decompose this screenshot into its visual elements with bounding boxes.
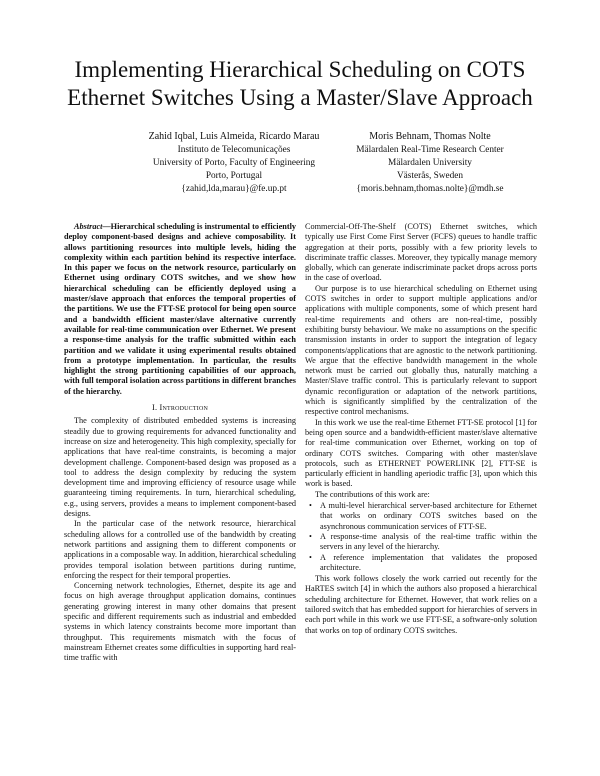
bullet: • xyxy=(309,552,312,562)
author-email: {zahid,lda,marau}@fe.up.pt xyxy=(181,184,287,194)
title-line-1: Implementing Hierarchical Scheduling on COTS xyxy=(74,57,526,82)
list-item-text: A multi-level hierarchical server-based architecture for Ethernet that works on ordinary COTS switches based on the asynchronous communication services of FTT-SE. xyxy=(320,501,537,531)
author-block-malardalen xyxy=(328,130,532,196)
section-heading-introduction xyxy=(64,403,296,413)
left-column xyxy=(64,222,296,663)
list-item-text: A response-time analysis of the real-time traffic within the servers in any level of the hierarchy. xyxy=(320,531,537,552)
bullet: • xyxy=(309,501,312,511)
section-title: Introduction xyxy=(159,403,209,413)
paragraph: In the particular case of the network resource, hierarchical scheduling allows for a controlled use of the bandwidth by creating network partitions and assigning them to different components or applications in a composable way. In addition, hierarchical scheduling provides temporal isolation between partitions during runtime, enforcing the respect for their temporal properties. xyxy=(64,519,296,580)
paragraph: The complexity of distributed embedded systems is increasing steadily due to growing requirements for advanced functionality and increase on size and heterogeneity. This high complexity, specially for applications that have real-time constraints, is becoming a major development challenge. Component-based design was proposed as a tool to address the design complexity by reducing the system development time and improving efficiency of resource usage while guaranteeing timing requirements. In turn, hierarchical scheduling, e.g., using servers, provides a means to implement component-based designs. xyxy=(64,416,296,519)
paragraph: In this work we use the real-time Ethernet FTT-SE protocol [1] for being open source and a bandwidth-efficient master/slave alternative for real-time communication over Ethernet, working on top of ordinary COTS switches. Comparing with other master/slave protocols, such as ETHERNET POWERLINK [2], FTT-SE is particularly efficient in handling aperiodic traffic [3], upon which this work is based. xyxy=(305,417,537,489)
paragraph: The contributions of this work are: xyxy=(315,489,430,499)
author-affiliation: Mälardalen University xyxy=(388,158,472,168)
author-affiliation: Instituto de Telecomunicações xyxy=(177,145,291,155)
contributions-list xyxy=(305,501,537,573)
paragraph: Our purpose is to use hierarchical scheduling on Ethernet using COTS switches in order to support multiple applications and/or applications with multiple components, some of which present hard real-time requirements and others are non-real-time, possibly exhibiting bursty behaviour. We make no assumptions on the specific transmission instants in order to support the integration of legacy components/applications that are agnostic to the network partitioning. We argue that the effective bandwidth management in the whole network must be carried out globally thus, naturally matching a Master/Slave traffic control. This is particularly relevant to support dynamic reconfiguration or adaptation of the network partitions, which is significantly simplified by the centralization of the respective control mechanisms. xyxy=(305,283,537,417)
abstract xyxy=(64,222,296,397)
bullet: • xyxy=(309,531,312,541)
abstract-text: —Hierarchical scheduling is instrumental to efficiently deploy component-based designs and achieve composability. It allows partitioning resources into multiple levels, hiding the complexity within each partition behind its respective interface. In this paper we focus on the network resource, particularly on Ethernet using ordinary COTS switches, and we show how hierarchical scheduling can be efficiently deployed using a master/slave approach that enforces the temporal properties of the partitions. We use the FTT-SE protocol for being open source and a bandwidth efficient master/slave alternative currently available for real-time communication over Ethernet. We present a response-time analysis for the traffic submitted within each partition and we validate it using experimental results obtained from a prototype implementation. In particular, the results highlight the strong partitioning capabilities of our approach, with full temporal isolation across partitions in different branches of the hierarchy. xyxy=(64,222,296,396)
list-item xyxy=(305,532,537,553)
author-email: {moris.behnam,thomas.nolte}@mdh.se xyxy=(356,184,504,194)
list-item-text: A reference implementation that validates the proposed architecture. xyxy=(320,552,537,572)
author-affiliation: Mälardalen Real-Time Research Center xyxy=(356,145,504,155)
author-block-porto xyxy=(120,130,348,196)
author-affiliation: University of Porto, Faculty of Engineering xyxy=(152,158,316,168)
author-names: Zahid Iqbal, Luis Almeida, Ricardo Marau xyxy=(148,131,320,142)
list-item xyxy=(305,501,537,532)
paragraph: Commercial-Off-The-Shelf (COTS) Ethernet switches, which typically use First Come First Server (FCFS) queues to handle traffic aggregation at their ports, possibly with a few priority levels to discriminate traffic classes. Moreover, they typically manage memory globally, which can generate indiscriminate packet drops across ports in the case of overload. xyxy=(305,222,537,283)
paragraph: Concerning network technologies, Ethernet, despite its age and focus on high average throughput application domains, continues generating growing interest in many other domains that present specific and different requirements such as industrial and embedded systems in which latency constraints become more important than throughput. This requirements mismatch with the focus of mainstream Ethernet creates some difficulties in supporting hard real-time traffic with xyxy=(64,581,296,663)
section-number: I. xyxy=(151,403,158,413)
author-location: Västerås, Sweden xyxy=(396,171,464,181)
author-names: Moris Behnam, Thomas Nolte xyxy=(369,131,491,142)
title-line-2: Ethernet Switches Using a Master/Slave Approach xyxy=(67,85,533,110)
abstract-label: Abstract xyxy=(74,222,103,231)
right-column xyxy=(305,222,537,636)
author-location: Porto, Portugal xyxy=(205,171,263,181)
paragraph: This work follows closely the work carried out recently for the HaRTES switch [4] in which the authors also proposed a hierarchical scheduling architecture for Ethernet. However, that work relies on a tailored switch that has embedded support for hierarchies of servers in each port while in this work we use FTT-SE, a software-only solution that works on top of ordinary COTS switches. xyxy=(305,574,537,635)
paper-title xyxy=(30,56,570,112)
list-item xyxy=(305,553,537,574)
